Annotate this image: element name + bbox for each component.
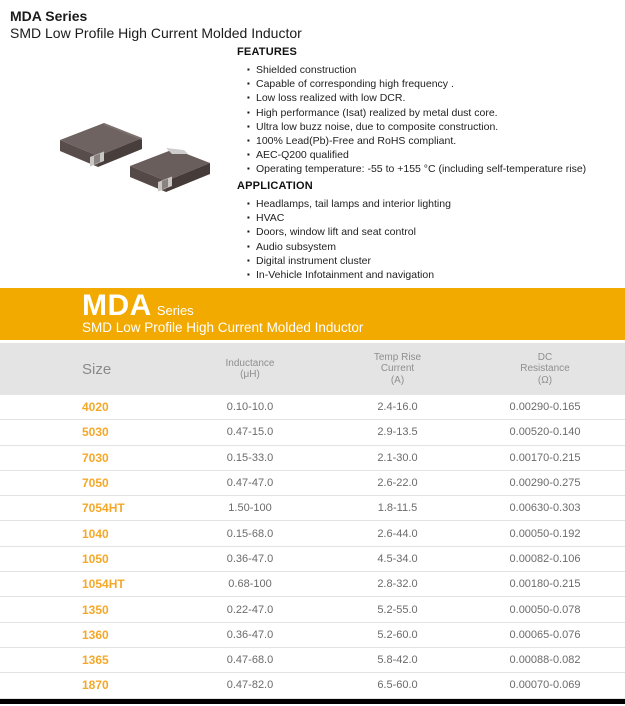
list-item xyxy=(247,225,617,239)
size-link[interactable]: 1870 xyxy=(82,678,109,693)
inductance-value: 0.36-47.0 xyxy=(226,552,274,565)
dc-resistance-value: 0.00290-0.275 xyxy=(509,477,581,490)
inductance-value: 0.47-47.0 xyxy=(226,477,274,490)
table-row xyxy=(0,547,625,572)
table-row xyxy=(0,572,625,597)
column-header-inductance xyxy=(170,358,330,381)
table-row xyxy=(0,446,625,471)
list-item xyxy=(247,197,617,211)
inductance-value: 1.50-100 xyxy=(228,502,272,515)
list-item xyxy=(247,148,617,162)
bullet-icon: ▪ xyxy=(247,213,250,223)
list-item xyxy=(247,268,617,282)
table-header-row xyxy=(0,343,625,395)
features-section xyxy=(237,46,617,177)
feature-text: High performance (Isat) realized by metal dust core. xyxy=(256,106,498,119)
temp-rise-current-value: 5.2-55.0 xyxy=(377,603,418,616)
bullet-icon: ▪ xyxy=(247,199,250,208)
inductance-value: 0.36-47.0 xyxy=(226,628,274,641)
dc-resistance-value: 0.00290-0.165 xyxy=(509,401,581,414)
banner-series-name: MDA xyxy=(82,289,152,322)
temp-rise-current-value: 5.2-60.0 xyxy=(377,628,418,641)
dc-resistance-value: 0.00070-0.069 xyxy=(509,679,581,692)
bullet-icon: ▪ xyxy=(247,107,250,117)
bullet-icon: ▪ xyxy=(247,150,250,160)
temp-rise-current-value: 1.8-11.5 xyxy=(377,502,418,515)
dc-resistance-value: 0.00082-0.106 xyxy=(509,552,581,565)
table-row xyxy=(0,597,625,622)
list-item xyxy=(247,240,617,254)
bullet-icon: ▪ xyxy=(247,241,250,251)
application-list xyxy=(237,197,617,282)
list-item xyxy=(247,211,617,225)
table-row xyxy=(0,648,625,673)
application-text: HVAC xyxy=(256,212,285,225)
banner-series-suffix: Series xyxy=(156,303,194,318)
temp-rise-current-value: 2.8-32.0 xyxy=(377,578,418,591)
inductance-value: 0.15-68.0 xyxy=(226,527,274,540)
inductor-product-photo xyxy=(52,110,230,208)
list-item xyxy=(247,106,617,120)
list-item xyxy=(247,162,617,176)
bullet-icon: ▪ xyxy=(247,227,250,237)
table-row xyxy=(0,623,625,648)
application-text: Audio subsystem xyxy=(256,240,336,253)
dc-resistance-value: 0.00088-0.082 xyxy=(509,654,581,667)
table-row xyxy=(0,420,625,445)
header-line: (Ω) xyxy=(537,374,553,386)
size-link[interactable]: 7054HT xyxy=(82,501,125,516)
size-link[interactable]: 1365 xyxy=(82,653,109,668)
inductance-value: 0.47-68.0 xyxy=(226,654,274,667)
application-text: Doors, window lift and seat control xyxy=(256,226,416,239)
dc-resistance-value: 0.00170-0.215 xyxy=(509,451,581,464)
series-banner xyxy=(0,288,625,340)
column-header-size: Size xyxy=(82,360,112,378)
spec-table xyxy=(0,395,625,699)
table-row xyxy=(0,496,625,521)
feature-text: Shielded construction xyxy=(256,64,357,76)
list-item xyxy=(247,120,617,134)
list-item xyxy=(247,254,617,268)
temp-rise-current-value: 5.8-42.0 xyxy=(377,654,418,667)
size-link[interactable]: 1360 xyxy=(82,627,109,642)
header-line: (μH) xyxy=(240,369,260,380)
dc-resistance-value: 0.00050-0.192 xyxy=(509,527,581,540)
application-text: In-Vehicle Infotainment and navigation xyxy=(256,269,435,282)
size-link[interactable]: 1040 xyxy=(82,526,109,541)
features-list xyxy=(237,63,617,177)
inductance-value: 0.10-10.0 xyxy=(226,401,274,414)
table-row xyxy=(0,521,625,546)
page-subtitle: SMD Low Profile High Current Molded Inductor xyxy=(10,25,302,41)
table-row xyxy=(0,395,625,420)
size-link[interactable]: 4020 xyxy=(82,400,109,415)
table-row xyxy=(0,471,625,496)
bottom-divider xyxy=(0,699,625,704)
size-link[interactable]: 1054HT xyxy=(82,577,125,592)
feature-text: Low loss realized with low DCR. xyxy=(256,92,406,105)
temp-rise-current-value: 2.9-13.5 xyxy=(377,426,418,439)
features-heading: FEATURES xyxy=(237,46,298,58)
inductor-chips-illustration xyxy=(52,110,230,208)
feature-text: AEC-Q200 qualified xyxy=(256,149,349,162)
feature-text: Capable of corresponding high frequency . xyxy=(256,78,454,91)
inductance-value: 0.47-15.0 xyxy=(226,426,274,439)
page-title: MDA Series xyxy=(10,8,88,24)
table-row xyxy=(0,673,625,698)
size-link[interactable]: 5030 xyxy=(82,425,109,440)
temp-rise-current-value: 2.4-16.0 xyxy=(377,401,418,414)
bullet-icon: ▪ xyxy=(247,164,250,174)
column-header-temp-rise-current xyxy=(330,352,465,387)
dc-resistance-value: 0.00050-0.078 xyxy=(509,603,581,616)
bullet-icon: ▪ xyxy=(247,93,250,103)
application-heading: APPLICATION xyxy=(237,180,313,192)
size-link[interactable]: 1350 xyxy=(82,602,109,617)
size-link[interactable]: 7050 xyxy=(82,476,109,491)
temp-rise-current-value: 2.6-44.0 xyxy=(377,527,418,540)
inductance-value: 0.15-33.0 xyxy=(226,451,274,464)
bullet-icon: ▪ xyxy=(247,270,250,280)
header-line: (A) xyxy=(390,374,405,386)
list-item xyxy=(247,91,617,105)
banner-subtitle: SMD Low Profile High Current Molded Inductor xyxy=(82,320,364,335)
size-link[interactable]: 1050 xyxy=(82,551,109,566)
temp-rise-current-value: 2.6-22.0 xyxy=(377,477,418,490)
inductance-value: 0.47-82.0 xyxy=(226,679,274,692)
dc-resistance-value: 0.00630-0.303 xyxy=(509,502,581,515)
bullet-icon: ▪ xyxy=(247,65,250,74)
application-text: Headlamps, tail lamps and interior lighting xyxy=(256,198,451,210)
header-line: Resistance xyxy=(520,363,570,375)
bullet-icon: ▪ xyxy=(247,121,250,131)
column-header-dc-resistance xyxy=(465,352,625,387)
header-line: Inductance xyxy=(225,357,275,369)
dc-resistance-value: 0.00180-0.215 xyxy=(509,578,581,591)
list-item xyxy=(247,63,617,77)
list-item xyxy=(247,134,617,148)
list-item xyxy=(247,77,617,91)
application-text: Digital instrument cluster xyxy=(256,254,371,267)
dc-resistance-value: 0.00520-0.140 xyxy=(509,426,581,439)
dc-resistance-value: 0.00065-0.076 xyxy=(509,628,581,641)
temp-rise-current-value: 6.5-60.0 xyxy=(377,679,418,692)
bullet-icon: ▪ xyxy=(247,255,250,265)
inductance-value: 0.68-100 xyxy=(228,578,272,591)
size-link[interactable]: 7030 xyxy=(82,450,109,465)
feature-text: Operating temperature: -55 to +155 °C (including self-temperature rise) xyxy=(256,163,587,176)
header-line: Current xyxy=(380,363,415,375)
bullet-icon: ▪ xyxy=(247,79,250,89)
application-section xyxy=(237,180,617,282)
temp-rise-current-value: 2.1-30.0 xyxy=(377,451,418,464)
inductance-value: 0.22-47.0 xyxy=(226,603,274,616)
bullet-icon: ▪ xyxy=(247,136,250,146)
header-line: DC xyxy=(537,351,553,363)
banner-title-line xyxy=(82,289,194,323)
temp-rise-current-value: 4.5-34.0 xyxy=(377,552,418,565)
feature-text: Ultra low buzz noise, due to composite construction. xyxy=(256,120,499,133)
feature-text: 100% Lead(Pb)-Free and RoHS compliant. xyxy=(256,135,457,148)
header-line: Temp Rise xyxy=(373,351,422,363)
